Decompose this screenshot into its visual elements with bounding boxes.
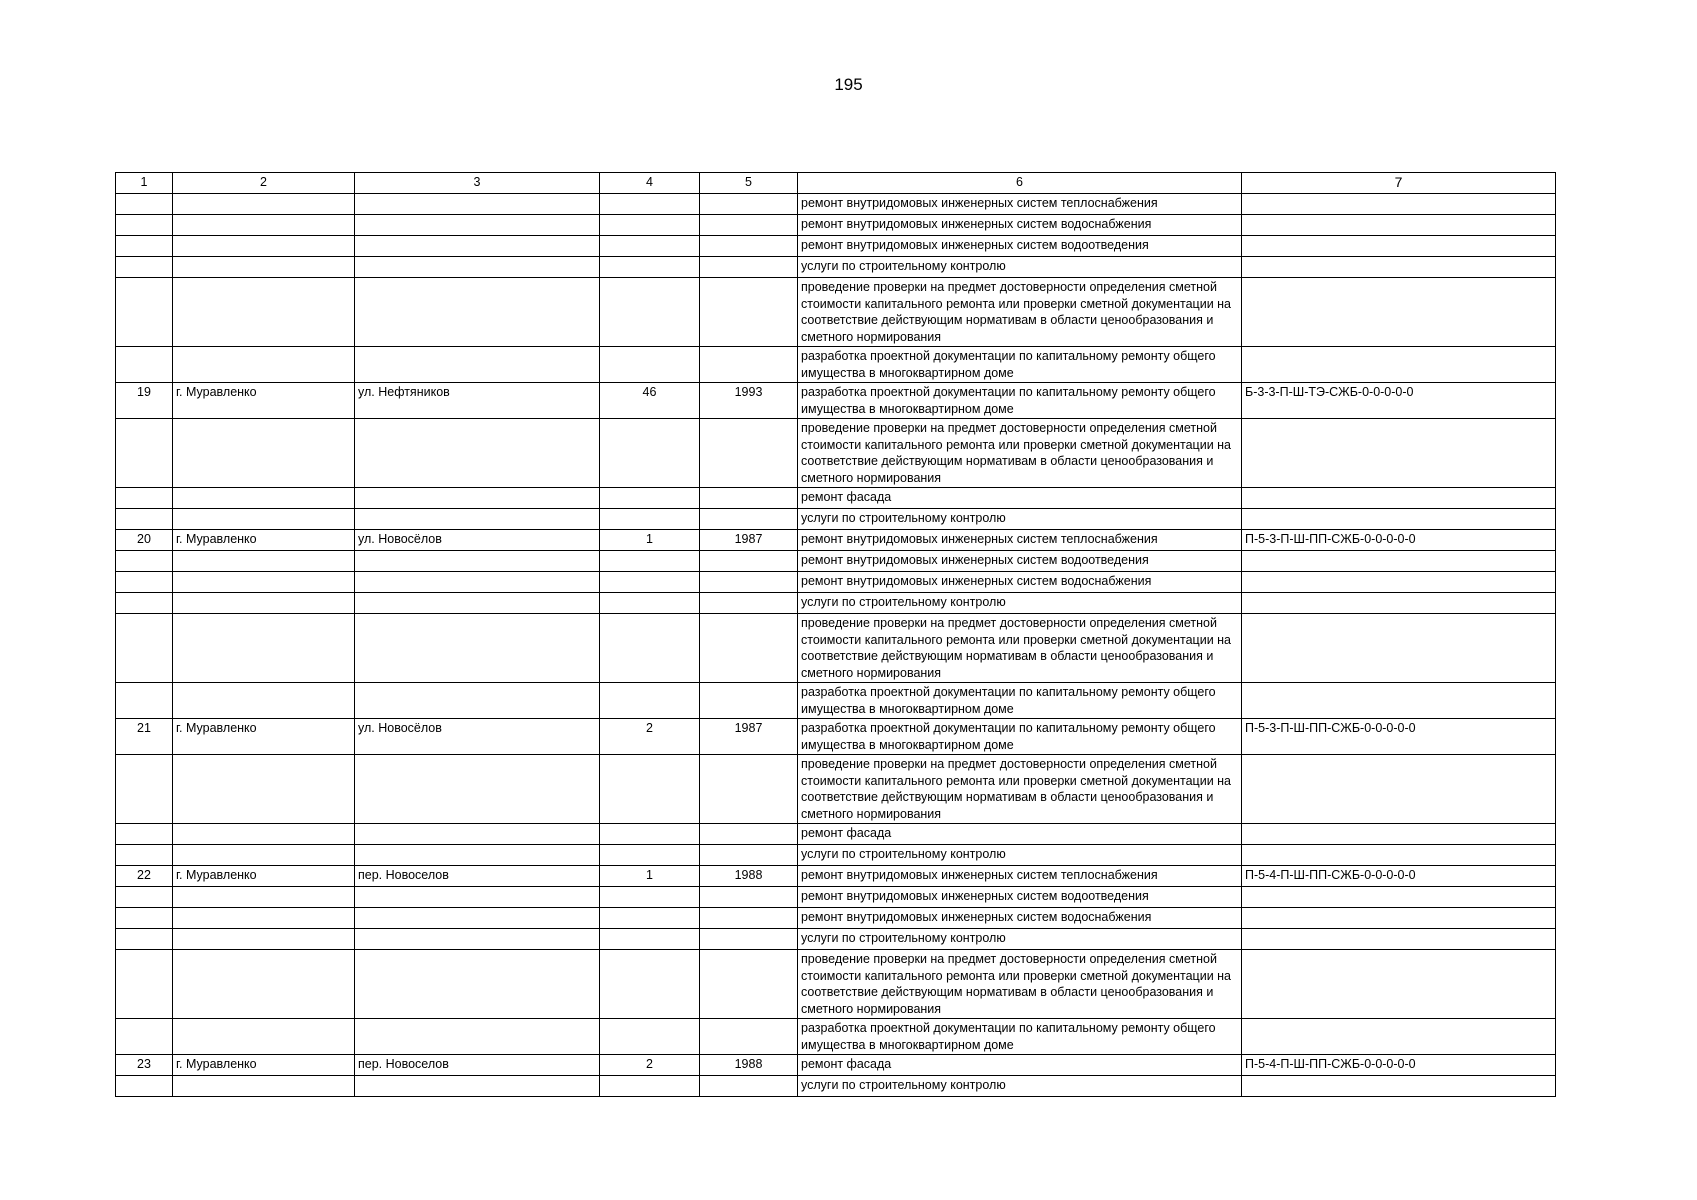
work-type-cell: услуги по строительному контролю <box>798 929 1242 950</box>
building-code-cell <box>1242 683 1556 719</box>
house-number-cell <box>600 215 700 236</box>
city-cell <box>173 683 355 719</box>
city-cell <box>173 236 355 257</box>
street-cell <box>355 755 600 824</box>
building-code-cell: П-5-3-П-Ш-ПП-СЖБ-0-0-0-0-0 <box>1242 530 1556 551</box>
building-code-cell <box>1242 929 1556 950</box>
table-row <box>116 194 1556 215</box>
building-code-cell <box>1242 614 1556 683</box>
house-number-cell <box>600 347 700 383</box>
row-number <box>116 215 173 236</box>
house-number-cell: 2 <box>600 719 700 755</box>
street-cell <box>355 908 600 929</box>
work-type-cell: проведение проверки на предмет достоверности определения сметной стоимости капитального ремонта или проверки сметной документации на соответствие действующим нормативам в области ценообразования и сметного нормирования <box>798 755 1242 824</box>
building-code-cell <box>1242 824 1556 845</box>
work-type-cell: услуги по строительному контролю <box>798 257 1242 278</box>
street-cell: ул. Нефтяников <box>355 383 600 419</box>
street-cell <box>355 1076 600 1097</box>
street-cell <box>355 509 600 530</box>
city-cell: г. Муравленко <box>173 383 355 419</box>
table-row <box>116 719 1556 755</box>
header-col-1: 1 <box>116 173 173 194</box>
street-cell: ул. Новосёлов <box>355 530 600 551</box>
building-code-cell <box>1242 347 1556 383</box>
header-col-6: 6 <box>798 173 1242 194</box>
house-number-cell <box>600 1076 700 1097</box>
year-cell <box>700 1019 798 1055</box>
street-cell <box>355 1019 600 1055</box>
house-number-cell <box>600 929 700 950</box>
row-number <box>116 257 173 278</box>
year-cell <box>700 257 798 278</box>
table-row <box>116 614 1556 683</box>
city-cell <box>173 572 355 593</box>
building-code-cell <box>1242 887 1556 908</box>
row-number <box>116 278 173 347</box>
year-cell: 1988 <box>700 866 798 887</box>
year-cell <box>700 845 798 866</box>
row-number <box>116 347 173 383</box>
row-number: 22 <box>116 866 173 887</box>
table-row <box>116 488 1556 509</box>
street-cell: пер. Новоселов <box>355 866 600 887</box>
street-cell <box>355 347 600 383</box>
table-row <box>116 1055 1556 1076</box>
street-cell <box>355 236 600 257</box>
city-cell <box>173 845 355 866</box>
year-cell <box>700 236 798 257</box>
building-code-cell <box>1242 551 1556 572</box>
row-number <box>116 194 173 215</box>
house-number-cell <box>600 824 700 845</box>
row-number <box>116 683 173 719</box>
year-cell <box>700 194 798 215</box>
city-cell <box>173 419 355 488</box>
building-code-cell <box>1242 755 1556 824</box>
work-type-cell: разработка проектной документации по капитальному ремонту общего имущества в многоквартирном доме <box>798 719 1242 755</box>
year-cell <box>700 419 798 488</box>
row-number <box>116 950 173 1019</box>
table-row <box>116 257 1556 278</box>
year-cell <box>700 929 798 950</box>
street-cell: ул. Новосёлов <box>355 719 600 755</box>
work-type-cell: услуги по строительному контролю <box>798 593 1242 614</box>
table-row <box>116 908 1556 929</box>
work-type-cell: разработка проектной документации по капитальному ремонту общего имущества в многоквартирном доме <box>798 347 1242 383</box>
street-cell <box>355 488 600 509</box>
table-row <box>116 824 1556 845</box>
city-cell <box>173 614 355 683</box>
street-cell <box>355 551 600 572</box>
city-cell <box>173 278 355 347</box>
house-number-cell: 1 <box>600 866 700 887</box>
city-cell <box>173 755 355 824</box>
street-cell <box>355 419 600 488</box>
row-number <box>116 509 173 530</box>
city-cell <box>173 257 355 278</box>
table-row <box>116 887 1556 908</box>
year-cell <box>700 509 798 530</box>
work-type-cell: ремонт внутридомовых инженерных систем водоснабжения <box>798 908 1242 929</box>
street-cell <box>355 278 600 347</box>
house-number-cell: 2 <box>600 1055 700 1076</box>
street-cell <box>355 593 600 614</box>
year-cell <box>700 614 798 683</box>
table-body <box>116 194 1556 1097</box>
year-cell: 1993 <box>700 383 798 419</box>
row-number: 23 <box>116 1055 173 1076</box>
row-number: 19 <box>116 383 173 419</box>
work-type-cell: ремонт фасада <box>798 488 1242 509</box>
city-cell <box>173 887 355 908</box>
street-cell <box>355 194 600 215</box>
row-number <box>116 887 173 908</box>
row-number <box>116 845 173 866</box>
city-cell <box>173 1076 355 1097</box>
street-cell <box>355 572 600 593</box>
building-code-cell <box>1242 488 1556 509</box>
header-col-5: 5 <box>700 173 798 194</box>
table-row <box>116 236 1556 257</box>
house-number-cell <box>600 908 700 929</box>
row-number <box>116 572 173 593</box>
city-cell: г. Муравленко <box>173 1055 355 1076</box>
work-type-cell: услуги по строительному контролю <box>798 845 1242 866</box>
house-number-cell <box>600 755 700 824</box>
work-type-cell: ремонт внутридомовых инженерных систем водоотведения <box>798 887 1242 908</box>
street-cell <box>355 824 600 845</box>
city-cell <box>173 347 355 383</box>
table-row <box>116 278 1556 347</box>
table-row <box>116 950 1556 1019</box>
house-number-cell <box>600 1019 700 1055</box>
table-row <box>116 509 1556 530</box>
year-cell <box>700 572 798 593</box>
city-cell <box>173 488 355 509</box>
city-cell <box>173 215 355 236</box>
work-type-cell: услуги по строительному контролю <box>798 509 1242 530</box>
city-cell <box>173 929 355 950</box>
works-table <box>115 172 1556 1097</box>
year-cell <box>700 950 798 1019</box>
row-number <box>116 824 173 845</box>
year-cell: 1988 <box>700 1055 798 1076</box>
row-number <box>116 551 173 572</box>
building-code-cell <box>1242 593 1556 614</box>
work-type-cell: услуги по строительному контролю <box>798 1076 1242 1097</box>
table-row <box>116 1076 1556 1097</box>
work-type-cell: разработка проектной документации по капитальному ремонту общего имущества в многоквартирном доме <box>798 1019 1242 1055</box>
street-cell <box>355 257 600 278</box>
street-cell <box>355 887 600 908</box>
table-row <box>116 755 1556 824</box>
house-number-cell <box>600 194 700 215</box>
work-type-cell: ремонт внутридомовых инженерных систем водоотведения <box>798 551 1242 572</box>
city-cell <box>173 194 355 215</box>
table-row <box>116 683 1556 719</box>
building-code-cell <box>1242 194 1556 215</box>
table-row <box>116 866 1556 887</box>
table-row <box>116 530 1556 551</box>
row-number: 20 <box>116 530 173 551</box>
work-type-cell: ремонт внутридомовых инженерных систем водоотведения <box>798 236 1242 257</box>
street-cell <box>355 215 600 236</box>
table-row <box>116 1019 1556 1055</box>
building-code-cell: П-5-4-П-Ш-ПП-СЖБ-0-0-0-0-0 <box>1242 1055 1556 1076</box>
city-cell <box>173 824 355 845</box>
year-cell <box>700 347 798 383</box>
year-cell <box>700 683 798 719</box>
work-type-cell: ремонт фасада <box>798 824 1242 845</box>
work-type-cell: ремонт внутридомовых инженерных систем водоснабжения <box>798 215 1242 236</box>
year-cell: 1987 <box>700 719 798 755</box>
house-number-cell <box>600 845 700 866</box>
house-number-cell <box>600 257 700 278</box>
city-cell: г. Муравленко <box>173 719 355 755</box>
page-number: 195 <box>834 75 863 94</box>
building-code-cell <box>1242 1076 1556 1097</box>
table-row <box>116 929 1556 950</box>
house-number-cell <box>600 950 700 1019</box>
row-number <box>116 614 173 683</box>
work-type-cell: ремонт внутридомовых инженерных систем теплоснабжения <box>798 194 1242 215</box>
building-code-cell <box>1242 845 1556 866</box>
building-code-cell <box>1242 215 1556 236</box>
year-cell <box>700 755 798 824</box>
work-type-cell: ремонт фасада <box>798 1055 1242 1076</box>
building-code-cell <box>1242 236 1556 257</box>
table-row <box>116 419 1556 488</box>
header-col-3: 3 <box>355 173 600 194</box>
house-number-cell <box>600 551 700 572</box>
city-cell: г. Муравленко <box>173 866 355 887</box>
row-number <box>116 755 173 824</box>
work-type-cell: проведение проверки на предмет достоверности определения сметной стоимости капитального ремонта или проверки сметной документации на соответствие действующим нормативам в области ценообразования и сметного нормирования <box>798 614 1242 683</box>
building-code-cell <box>1242 908 1556 929</box>
street-cell <box>355 683 600 719</box>
header-col-2: 2 <box>173 173 355 194</box>
row-number <box>116 1019 173 1055</box>
building-code-cell: П-5-3-П-Ш-ПП-СЖБ-0-0-0-0-0 <box>1242 719 1556 755</box>
house-number-cell <box>600 614 700 683</box>
street-cell <box>355 614 600 683</box>
header-col-4: 4 <box>600 173 700 194</box>
city-cell <box>173 1019 355 1055</box>
house-number-cell: 46 <box>600 383 700 419</box>
building-code-cell <box>1242 419 1556 488</box>
header-col-7: 7 <box>1242 173 1556 194</box>
work-type-cell: проведение проверки на предмет достоверности определения сметной стоимости капитального ремонта или проверки сметной документации на соответствие действующим нормативам в области ценообразования и сметного нормирования <box>798 278 1242 347</box>
house-number-cell: 1 <box>600 530 700 551</box>
year-cell <box>700 908 798 929</box>
table-row <box>116 383 1556 419</box>
house-number-cell <box>600 236 700 257</box>
street-cell <box>355 950 600 1019</box>
street-cell <box>355 929 600 950</box>
table-row <box>116 845 1556 866</box>
city-cell <box>173 950 355 1019</box>
work-type-cell: проведение проверки на предмет достоверности определения сметной стоимости капитального ремонта или проверки сметной документации на соответствие действующим нормативам в области ценообразования и сметного нормирования <box>798 419 1242 488</box>
table-row <box>116 593 1556 614</box>
table-row <box>116 215 1556 236</box>
building-code-cell: Б-3-3-П-Ш-ТЭ-СЖБ-0-0-0-0-0 <box>1242 383 1556 419</box>
year-cell: 1987 <box>700 530 798 551</box>
row-number <box>116 488 173 509</box>
city-cell <box>173 908 355 929</box>
year-cell <box>700 824 798 845</box>
house-number-cell <box>600 593 700 614</box>
house-number-cell <box>600 572 700 593</box>
year-cell <box>700 278 798 347</box>
house-number-cell <box>600 887 700 908</box>
row-number <box>116 908 173 929</box>
house-number-cell <box>600 509 700 530</box>
work-type-cell: разработка проектной документации по капитальному ремонту общего имущества в многоквартирном доме <box>798 683 1242 719</box>
building-code-cell <box>1242 509 1556 530</box>
year-cell <box>700 215 798 236</box>
year-cell <box>700 551 798 572</box>
year-cell <box>700 593 798 614</box>
building-code-cell <box>1242 950 1556 1019</box>
house-number-cell <box>600 488 700 509</box>
row-number <box>116 236 173 257</box>
row-number <box>116 1076 173 1097</box>
building-code-cell <box>1242 257 1556 278</box>
table-row <box>116 551 1556 572</box>
street-cell <box>355 845 600 866</box>
work-type-cell: ремонт внутридомовых инженерных систем теплоснабжения <box>798 530 1242 551</box>
table-row <box>116 347 1556 383</box>
building-code-cell: П-5-4-П-Ш-ПП-СЖБ-0-0-0-0-0 <box>1242 866 1556 887</box>
work-type-cell: ремонт внутридомовых инженерных систем теплоснабжения <box>798 866 1242 887</box>
city-cell <box>173 551 355 572</box>
street-cell: пер. Новоселов <box>355 1055 600 1076</box>
building-code-cell <box>1242 1019 1556 1055</box>
table-row <box>116 572 1556 593</box>
work-type-cell: проведение проверки на предмет достоверности определения сметной стоимости капитального ремонта или проверки сметной документации на соответствие действующим нормативам в области ценообразования и сметного нормирования <box>798 950 1242 1019</box>
year-cell <box>700 1076 798 1097</box>
city-cell: г. Муравленко <box>173 530 355 551</box>
row-number <box>116 593 173 614</box>
year-cell <box>700 488 798 509</box>
work-type-cell: разработка проектной документации по капитальному ремонту общего имущества в многоквартирном доме <box>798 383 1242 419</box>
city-cell <box>173 593 355 614</box>
house-number-cell <box>600 278 700 347</box>
city-cell <box>173 509 355 530</box>
row-number <box>116 929 173 950</box>
row-number: 21 <box>116 719 173 755</box>
year-cell <box>700 887 798 908</box>
header-row <box>116 173 1556 194</box>
building-code-cell <box>1242 278 1556 347</box>
work-type-cell: ремонт внутридомовых инженерных систем водоснабжения <box>798 572 1242 593</box>
row-number <box>116 419 173 488</box>
house-number-cell <box>600 683 700 719</box>
house-number-cell <box>600 419 700 488</box>
building-code-cell <box>1242 572 1556 593</box>
